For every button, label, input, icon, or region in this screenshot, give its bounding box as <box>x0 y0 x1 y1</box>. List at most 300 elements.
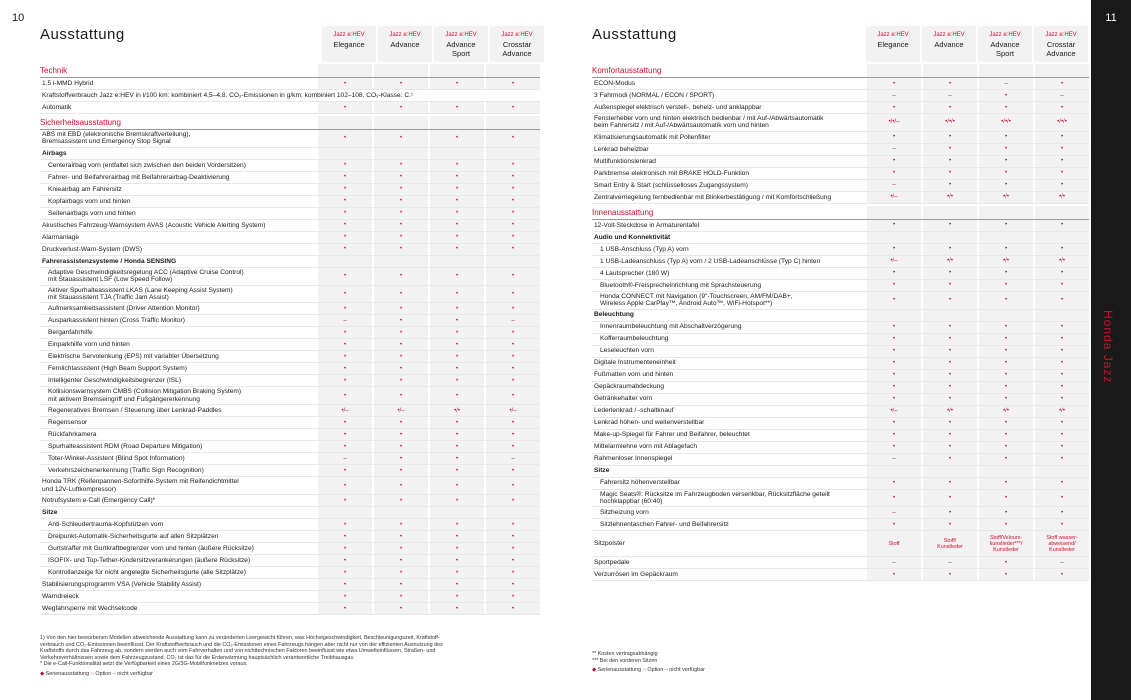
row-label <box>592 346 865 355</box>
cell-value: • <box>318 543 372 554</box>
row-label <box>592 430 865 439</box>
cell-value: • <box>1035 280 1089 291</box>
table-row <box>40 160 540 172</box>
cell-value: • <box>867 220 921 231</box>
legend-option: Option <box>647 667 664 674</box>
row-cells <box>316 363 540 374</box>
row-label <box>592 558 865 567</box>
cell-value: • <box>867 78 921 89</box>
table-header <box>592 24 1089 62</box>
row-label <box>592 508 865 517</box>
cell-value: • <box>318 429 372 440</box>
legend-na-icon: – <box>111 670 118 677</box>
cell-value: • <box>430 220 484 231</box>
row-label-text: 1 USB-Anschluss (Typ A) vorn <box>600 245 689 253</box>
column-header <box>922 26 976 62</box>
row-cells <box>316 441 540 452</box>
cell-value: • <box>374 268 428 285</box>
row-label-text: Adaptive Geschwindigkeitsregelung ACC (Adaptive Cruise Control) <box>48 268 244 276</box>
table-row <box>40 453 540 465</box>
table-row <box>592 322 1089 334</box>
cell <box>374 64 428 77</box>
table-row <box>592 394 1089 406</box>
cell-value: • <box>374 130 428 147</box>
cell-value: • <box>430 286 484 303</box>
row-label-text: Parkbremse elektronisch mit BRAKE HOLD-Funktion <box>594 169 750 177</box>
row-cells <box>316 184 540 195</box>
cell-value: • <box>979 478 1033 489</box>
row-label <box>592 442 865 451</box>
cell-value: • <box>486 579 540 590</box>
row-label-text-2: mit Stauassistent LSF (Low Speed Follow) <box>48 276 173 284</box>
row-label <box>592 169 865 178</box>
table-row <box>40 507 540 519</box>
row-label <box>592 322 865 331</box>
table-row <box>592 180 1089 192</box>
cell-value: • <box>486 339 540 350</box>
cell-value: • <box>979 90 1033 101</box>
legend-standard-icon: ◆ <box>592 667 598 674</box>
cell-value: • <box>486 208 540 219</box>
cell-value: • <box>430 130 484 147</box>
cell-value: • <box>374 244 428 255</box>
table-row <box>40 543 540 555</box>
row-label <box>40 328 316 337</box>
row-label-text: Kontrollanzeige für nicht angelegte Sicherheitsgurte (alle Sitzplätze) <box>48 568 246 576</box>
row-label-text: Gurtstraffer mit Gurtkraftbegrenzer vorn und hinten (äußere Rücksitze) <box>48 544 254 552</box>
cell-value: • <box>486 495 540 506</box>
row-label <box>40 185 316 194</box>
cell-value: • <box>318 351 372 362</box>
cell-value: • <box>318 375 372 386</box>
row-label-text: 4 Lautsprecher (180 W) <box>600 269 670 277</box>
cell-value: • <box>318 555 372 566</box>
cell-value <box>374 507 428 518</box>
row-label-text: Elektrische Servolenkung (EPS) mit variabler Übersetzung <box>48 353 219 361</box>
cell-value: • <box>923 78 977 89</box>
row-label: Kraftstoffverbrauch Jazz e:HEV in l/100 km: kombiniert 4,5–4,8. CO₂-Emissionen in g/km: kombiniert 102–108. CO₂-Klasse: C.¹ <box>40 91 540 100</box>
cell-value: • <box>979 102 1033 113</box>
table-row <box>592 334 1089 346</box>
cell-value: • <box>867 322 921 333</box>
cell-value: • <box>1035 220 1089 231</box>
table-row <box>40 256 540 268</box>
table-row <box>40 184 540 196</box>
cell-value: • <box>430 160 484 171</box>
row-label-text: Fußmatten vorn und hinten <box>594 371 674 379</box>
column-model: Jazz e:HEV <box>933 32 965 38</box>
table-row <box>592 156 1089 168</box>
row-label-text: Regeneratives Bremsen / Steuerung über Lenkrad-Paddles <box>48 407 222 415</box>
cell-value: • <box>1035 519 1089 530</box>
cell-value: – <box>1035 90 1089 101</box>
row-label-text: Ausparkassistent hinten (Cross Traffic Monitor) <box>48 317 185 325</box>
row-cells <box>316 102 540 113</box>
row-cells <box>865 358 1089 369</box>
row-cells <box>865 220 1089 231</box>
cell-value: • <box>923 144 977 155</box>
table-row <box>40 567 540 579</box>
row-cells <box>316 591 540 602</box>
row-label <box>40 430 316 439</box>
cell-value: • <box>318 495 372 506</box>
cell-value: • <box>430 232 484 243</box>
table-row <box>40 375 540 387</box>
row-label-text: 1 USB-Ladeanschluss (Typ A) vorn / 2 USB-Ladeanschlüsse (Typ C) hinten <box>600 257 821 265</box>
cell-value: • <box>374 339 428 350</box>
row-cells <box>316 172 540 183</box>
table-row <box>592 406 1089 418</box>
row-label-text: Sitzpolster <box>594 540 625 548</box>
row-wide <box>40 90 540 102</box>
cell-value: • <box>979 168 1033 179</box>
row-label-text: Make-up-Spiegel für Fahrer und Beifahrer, beleuchtet <box>594 431 750 439</box>
cell-value: • <box>867 430 921 441</box>
column-model: Jazz e:HEV <box>989 32 1021 38</box>
table-row <box>592 478 1089 490</box>
row-label-text: Rahmenloser Innenspiegel <box>594 455 673 463</box>
cell-value: • <box>867 132 921 143</box>
cell-value: • <box>923 478 977 489</box>
cell-value: • <box>979 268 1033 279</box>
row-cells <box>316 220 540 231</box>
row-cells <box>316 465 540 476</box>
row-label <box>40 352 316 361</box>
section-cells <box>316 116 540 129</box>
row-label-text: Außenspiegel elektrisch verstell-, beheiz- und anklappbar <box>594 103 762 111</box>
cell-value: • <box>1035 168 1089 179</box>
row-label <box>40 130 316 147</box>
cell-value: • <box>923 156 977 167</box>
cell-value: Stoff/Velours- kunstleder***/ Kunstleder <box>979 531 1033 556</box>
cell-value: • <box>867 370 921 381</box>
cell-value <box>374 256 428 267</box>
cell-value: • <box>486 531 540 542</box>
cell-value: • <box>430 519 484 530</box>
row-label-text: Toter-Winkel-Assistent (Blind Spot Information) <box>48 455 185 463</box>
cell-value: • <box>867 156 921 167</box>
cell-value: • <box>867 102 921 113</box>
column-header <box>490 26 544 62</box>
cell-value: • <box>923 168 977 179</box>
cell-value: – <box>979 78 1033 89</box>
column-headers <box>322 26 546 62</box>
row-cells <box>316 405 540 416</box>
cell-value: • <box>318 363 372 374</box>
row-label <box>40 197 316 206</box>
cell-value: • <box>430 555 484 566</box>
row-cells <box>316 303 540 314</box>
right-table <box>592 24 1089 581</box>
cell-value: • <box>318 465 372 476</box>
row-label-text: Kopfairbags vorn und hinten <box>48 197 131 205</box>
row-label <box>40 209 316 218</box>
cell-value: • <box>1035 569 1089 580</box>
table-row <box>40 102 540 114</box>
cell-value: • <box>318 603 372 614</box>
row-label-text: ECON-Modus <box>594 79 636 87</box>
cell-value <box>1035 232 1089 243</box>
section-cells <box>865 206 1089 219</box>
cell <box>486 116 540 129</box>
cell-value: • <box>430 579 484 590</box>
cell-value: • <box>430 268 484 285</box>
row-label-text: Kofferraumbeleuchtung <box>600 335 669 343</box>
cell-value: • <box>979 358 1033 369</box>
cell-value: • <box>486 172 540 183</box>
cell-value: • <box>486 196 540 207</box>
cell-value: • <box>923 322 977 333</box>
cell-value: • <box>486 286 540 303</box>
table-row <box>592 220 1089 232</box>
cell-value: •/• <box>923 256 977 267</box>
table-row <box>592 569 1089 581</box>
cell-value <box>430 256 484 267</box>
cell-value: • <box>318 196 372 207</box>
cell-value <box>867 232 921 243</box>
cell-value: • <box>923 519 977 530</box>
cell-value: • <box>374 531 428 542</box>
cell-value: •/– <box>867 406 921 417</box>
cell-value: • <box>979 382 1033 393</box>
cell-value: • <box>318 78 372 89</box>
cell-value: • <box>1035 144 1089 155</box>
cell-value: • <box>923 244 977 255</box>
cell-value: • <box>1035 180 1089 191</box>
table-row <box>40 531 540 543</box>
table-row <box>40 417 540 429</box>
row-label-text: 3 Fahrmodi (NORMAL / ECON / SPORT) <box>594 91 715 99</box>
column-header <box>322 26 376 62</box>
row-label-text: Dreipunkt-Automatik-Sicherheitsgurte auf allen Sitzplätzen <box>48 532 219 540</box>
section-cells <box>316 64 540 77</box>
row-label <box>40 466 316 475</box>
table-row <box>40 339 540 351</box>
cell-value: • <box>374 465 428 476</box>
row-label-text-2: Wireless Apple CarPlay™, Android Auto™, WiFi-Hotspot**) <box>600 300 773 308</box>
cell-value: • <box>318 387 372 404</box>
column-model: Jazz e:HEV <box>445 32 477 38</box>
column-model: Jazz e:HEV <box>389 32 421 38</box>
cell-value: • <box>1035 268 1089 279</box>
cell-value: • <box>867 244 921 255</box>
cell-value: • <box>374 172 428 183</box>
row-label-text: Wegfahrsperre mit Wechselcode <box>42 604 138 612</box>
cell-value: • <box>318 567 372 578</box>
row-label <box>40 245 316 254</box>
row-cells <box>316 286 540 303</box>
table-row <box>592 268 1089 280</box>
row-label <box>40 340 316 349</box>
cell-value: • <box>486 429 540 440</box>
row-label-text-2: mit aktivem Bremseingriff und Fußgängererkennung <box>48 395 200 403</box>
cell <box>430 64 484 77</box>
row-label <box>592 394 865 403</box>
row-label-text: Verkehrszeichenerkennung (Traffic Sign Recognition) <box>48 467 204 475</box>
row-label <box>40 580 316 589</box>
cell-value: • <box>923 102 977 113</box>
cell-value: • <box>486 244 540 255</box>
table-row <box>40 519 540 531</box>
row-label <box>592 103 865 112</box>
row-label-text: Verzurrösen im Gepäckraum <box>594 571 678 579</box>
row-label <box>592 292 865 309</box>
cell-value: • <box>867 519 921 530</box>
cell-value: • <box>318 531 372 542</box>
cell-value: •/•/– <box>867 114 921 131</box>
row-label <box>592 570 865 579</box>
table-row <box>592 232 1089 244</box>
cell-value: • <box>979 490 1033 507</box>
cell-value: • <box>923 507 977 518</box>
row-label-text: 12-Volt-Steckdose in Armaturentafel <box>594 221 700 229</box>
cell-value: • <box>867 346 921 357</box>
cell-value: • <box>374 555 428 566</box>
table-row <box>40 387 540 405</box>
row-label <box>40 406 316 415</box>
row-label <box>40 149 316 158</box>
cell-value: • <box>374 543 428 554</box>
legend-na-icon: – <box>663 667 670 674</box>
cell-value: – <box>318 453 372 464</box>
page-number-left: 10 <box>12 12 25 24</box>
cell-value: • <box>374 579 428 590</box>
cell-value: • <box>867 569 921 580</box>
cell-value: • <box>923 180 977 191</box>
table-row <box>40 303 540 315</box>
cell-value: • <box>486 130 540 147</box>
cell <box>318 116 372 129</box>
table-row <box>40 579 540 591</box>
table-row <box>592 466 1089 478</box>
section-label: Technik <box>40 66 68 75</box>
row-cells <box>865 244 1089 255</box>
cell-value: – <box>867 90 921 101</box>
cell-value: • <box>430 78 484 89</box>
section-cells <box>865 64 1089 77</box>
row-cells <box>865 78 1089 89</box>
cell-value: • <box>1035 370 1089 381</box>
row-label-text: Druckverlust-Warn-System (DWS) <box>42 245 143 253</box>
row-label-text: Centerairbag vorn (entfaltet sich zwischen den beiden Vordersitzen) <box>48 161 246 169</box>
cell-value: • <box>979 370 1033 381</box>
row-label <box>40 454 316 463</box>
cell-value: • <box>1035 430 1089 441</box>
cell-value: • <box>374 441 428 452</box>
column-header <box>866 26 920 62</box>
cell-value: • <box>430 591 484 602</box>
cell-value: • <box>430 327 484 338</box>
cell-value: • <box>318 232 372 243</box>
cell-value: • <box>1035 102 1089 113</box>
column-model: Jazz e:HEV <box>1045 32 1077 38</box>
row-label <box>40 418 316 427</box>
row-cells <box>865 382 1089 393</box>
cell-value: • <box>923 220 977 231</box>
cell-value: • <box>979 292 1033 309</box>
cell <box>430 116 484 129</box>
row-cells <box>865 466 1089 477</box>
row-label <box>592 193 865 202</box>
cell-value: •/– <box>374 405 428 416</box>
cell-value: • <box>979 454 1033 465</box>
row-label <box>592 310 865 319</box>
cell-value: • <box>1035 490 1089 507</box>
cell-value: • <box>1035 478 1089 489</box>
table-row <box>592 430 1089 442</box>
row-label <box>592 454 865 463</box>
cell-value <box>979 310 1033 321</box>
cell-value: • <box>318 220 372 231</box>
table-row <box>40 603 540 615</box>
cell-value: • <box>374 303 428 314</box>
row-label <box>592 358 865 367</box>
row-label <box>40 604 316 613</box>
table-row <box>592 370 1089 382</box>
row-label-text: Sitzheizung vorn <box>600 509 649 517</box>
row-cells <box>865 102 1089 113</box>
cell-value: • <box>486 351 540 362</box>
cell-value: • <box>486 363 540 374</box>
row-cells <box>316 244 540 255</box>
row-label <box>40 556 316 565</box>
section-label: Sicherheitsausstattung <box>40 118 121 127</box>
row-cells <box>865 292 1089 309</box>
row-cells <box>865 256 1089 267</box>
cell-value: • <box>923 394 977 405</box>
cell-value: •/• <box>430 405 484 416</box>
row-label <box>40 79 316 88</box>
column-trim: Advance <box>390 40 420 49</box>
cell-value: • <box>979 442 1033 453</box>
table-row <box>40 441 540 453</box>
table-row <box>592 90 1089 102</box>
row-cells <box>865 557 1089 568</box>
row-label-text: Beleuchtung <box>594 311 634 319</box>
table-row <box>40 244 540 256</box>
cell-value: • <box>1035 132 1089 143</box>
row-label-text: Digitale Instrumenteneinheit <box>594 359 676 367</box>
column-trim: Advance <box>446 40 476 49</box>
cell-value <box>430 148 484 159</box>
row-label-text: Fahrer- und Beifahrerairbag mit Beifahrerairbag-Deaktivierung <box>48 173 230 181</box>
footnote-line: Verkehrsverhältnissen sowie dem Fahrzeugzustand. CO₂ ist das für die Erderwärmung hauptsächlich verantwortliche Treibhausgas. <box>40 654 355 661</box>
table-row <box>592 531 1089 557</box>
cell-value <box>374 148 428 159</box>
cell-value: • <box>1035 292 1089 309</box>
cell-value: • <box>979 244 1033 255</box>
footnote-line: Kraftstoffs durch das Fahrzeug ab, sondern werden auch vom Fahrverhalten und von nichttechnischen Faktoren beeinflusst wie etwa Umwelteinflüssen, Straßen- und <box>40 648 436 655</box>
cell-value: • <box>867 268 921 279</box>
row-cells <box>865 334 1089 345</box>
row-cells <box>865 519 1089 530</box>
table-row <box>40 429 540 441</box>
table-row <box>592 507 1089 519</box>
cell-value: • <box>979 322 1033 333</box>
cell-value: • <box>486 268 540 285</box>
row-label <box>40 364 316 373</box>
row-cells <box>316 603 540 614</box>
row-label-text: Anti-Schleudertrauma-Kopfstützen vorn <box>48 520 164 528</box>
cell-value: • <box>374 603 428 614</box>
row-cells <box>865 192 1089 203</box>
cell <box>486 64 540 77</box>
cell-value: • <box>1035 507 1089 518</box>
row-label-text: Kollisionswarnsystem CMBS (Collision Mitigation Braking System) <box>48 388 242 396</box>
row-label <box>40 532 316 541</box>
cell-value: • <box>979 418 1033 429</box>
legend-standard: Serienausstattung <box>597 667 642 674</box>
